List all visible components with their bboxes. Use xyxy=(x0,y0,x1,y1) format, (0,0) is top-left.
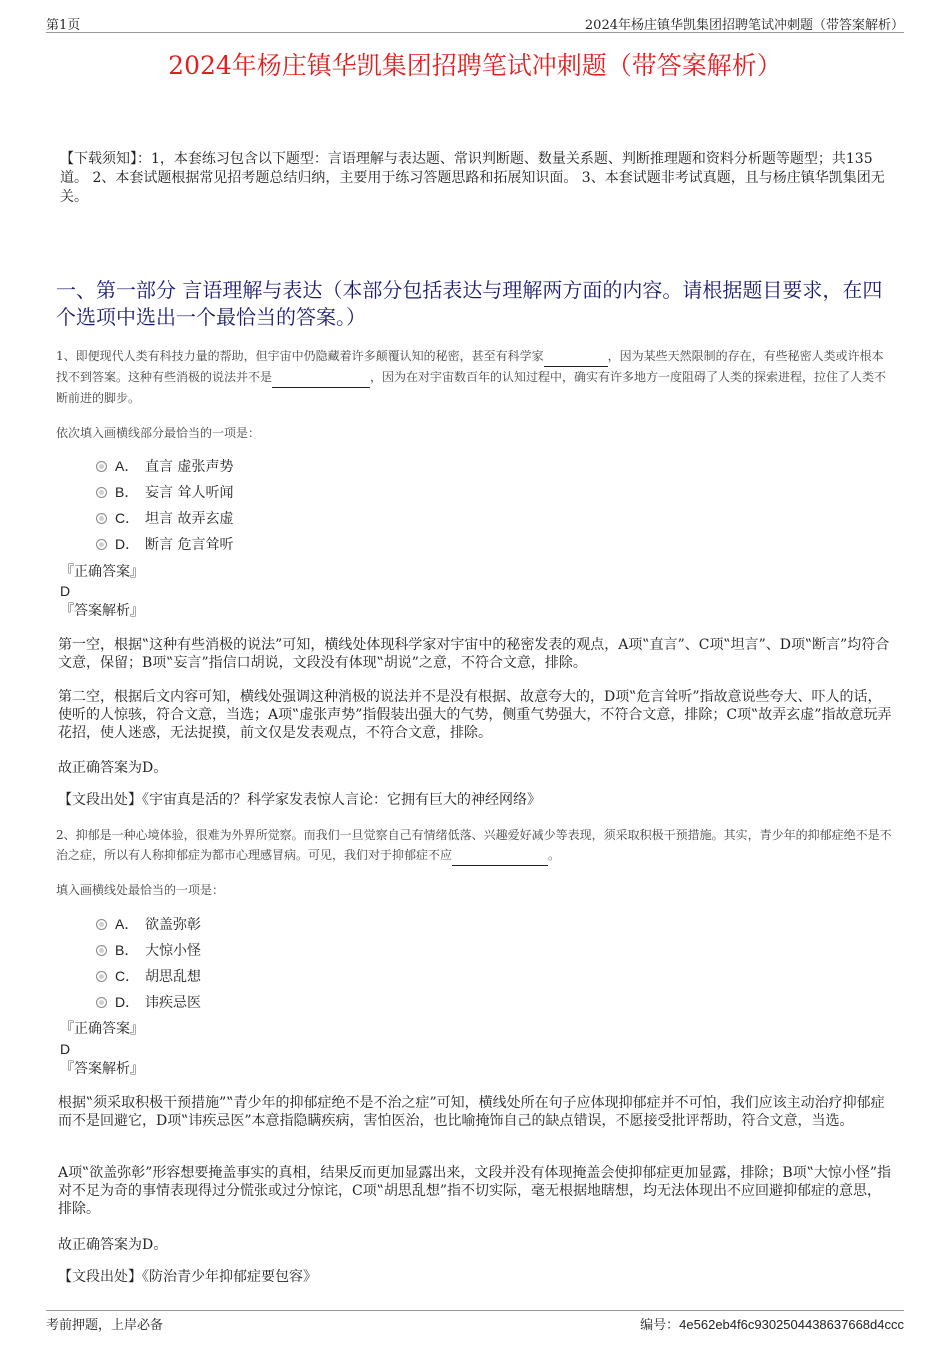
radio-icon[interactable] xyxy=(96,971,107,982)
radio-icon[interactable] xyxy=(96,487,107,498)
radio-icon[interactable] xyxy=(96,513,107,524)
correct-answer: D xyxy=(60,1041,71,1057)
analysis-paragraph: 第二空，根据后文内容可知，横线处强调这种消极的说法并不是没有根据、故意夸大的，D项‟危言耸听”指故意说些夸大、吓人的话，使听的人惊骇，符合文意，当选；A项‟虚张声势”指假装出强大的气势，侧重气势强大，不符合文意，排除；C项‟故弄玄虚”指故意玩弄花招，使人迷惑，无法捉摸，前文仅是发表观点，不符合文意，排除。 xyxy=(58,689,892,741)
radio-icon[interactable] xyxy=(96,539,107,550)
blank-1 xyxy=(452,845,548,866)
analysis-label: 『答案解析』 xyxy=(60,1061,144,1077)
footer-slogan: 考前押题，上岸必备 xyxy=(46,1318,164,1333)
option-b[interactable]: B． 大惊小怪 xyxy=(96,937,201,963)
analysis-paragraph: 第一空，根据‟这种有些消极的说法”可知，横线处体现科学家对宇宙中的秘密发表的观点，A项‟直言”、C项‟坦言”、D项‟断言”均符合文意，保留；B项‟妄言”指信口胡说，文段没有体现‟胡说”之意，不符合文意，排除。 xyxy=(58,637,890,671)
correct-answer: D xyxy=(60,583,71,599)
correct-answer-label: 『正确答案』 xyxy=(60,564,144,580)
section-heading: 一、第一部分 言语理解与表达（本部分包括表达与理解两方面的内容。请根据题目要求，在四个选项中选出一个最恰当的答案。） xyxy=(56,278,883,329)
question-2-options xyxy=(96,911,201,1015)
option-b[interactable]: B． 妄言 耸人听闻 xyxy=(96,479,233,505)
correct-answer-label: 『正确答案』 xyxy=(60,1021,144,1037)
footer-divider xyxy=(46,1310,904,1311)
option-a[interactable]: A． 欲盖弥彰 xyxy=(96,911,201,937)
option-a[interactable]: A． 直言 虚张声势 xyxy=(96,453,233,479)
radio-icon[interactable] xyxy=(96,919,107,930)
document-id: 编号：4e562eb4f6c9302504438637668d4ccc xyxy=(640,1317,904,1333)
question-1-options xyxy=(96,453,233,557)
source-citation: 【文段出处】《宇宙真是活的？科学家发表惊人言论：它拥有巨大的神经网络》 xyxy=(58,792,541,808)
blank-2 xyxy=(272,367,370,388)
analysis-paragraph: 根据‟须采取积极干预措施”‟青少年的抑郁症绝不是不治之症”可知，横线处所在句子应体现抑郁症并不可怕，我们应该主动治疗抑郁症而不是回避它，D项‟讳疾忌医”本意指隐瞒疾病，害怕医治，也比喻掩饰自己的缺点错误，不愿接受批评帮助，符合文意，当选。 xyxy=(58,1095,885,1129)
header-divider xyxy=(46,32,904,33)
option-d[interactable]: D． 断言 危言耸听 xyxy=(96,531,233,557)
radio-icon[interactable] xyxy=(96,945,107,956)
conclusion: 故正确答案为D。 xyxy=(58,1237,168,1253)
blank-1 xyxy=(544,346,608,367)
option-d[interactable]: D． 讳疾忌医 xyxy=(96,989,201,1015)
question-1-prompt: 依次填入画横线部分最恰当的一项是： xyxy=(56,426,261,440)
radio-icon[interactable] xyxy=(96,461,107,472)
document-title: 2024年杨庄镇华凯集团招聘笔试冲刺题（带答案解析） xyxy=(168,51,782,80)
analysis-label: 『答案解析』 xyxy=(60,603,144,619)
option-c[interactable]: C． 坦言 故弄玄虚 xyxy=(96,505,233,531)
question-1-stem: 1、即便现代人类有科技力量的帮助，但宇宙中仍隐藏着许多颠覆认知的秘密，甚至有科学家 ，因为某些天然限制的存在，有些秘密人类或许根本找不到答案。这种有些消极的说法并不是 ，因为在对宇宙数百年的认知过程中，确实有许多地方一度阻碍了人类的探索进程，拉住了人类不断前进的脚步。 xyxy=(56,346,892,408)
conclusion: 故正确答案为D。 xyxy=(58,760,168,776)
download-notice: 【下载须知】：1，本套练习包含以下题型：言语理解与表达题、常识判断题、数量关系题、判断推理题和资料分析题等题型；共135道。 2、本套试题根据常见招考题总结归纳，主要用于练习答题思路和拓展知识面。 3、本套试题非考试真题，且与杨庄镇华凯集团无关。 xyxy=(60,151,885,205)
radio-icon[interactable] xyxy=(96,997,107,1008)
running-header-title: 2024年杨庄镇华凯集团招聘笔试冲刺题（带答案解析） xyxy=(584,18,904,33)
source-citation: 【文段出处】《防治青少年抑郁症要包容》 xyxy=(58,1269,317,1285)
page-number: 第1页 xyxy=(46,18,81,33)
option-c[interactable]: C． 胡思乱想 xyxy=(96,963,201,989)
question-2-stem: 2、抑郁是一种心境体验，很难为外界所觉察。而我们一旦觉察自己有情绪低落、兴趣爱好减少等表现，须采取积极干预措施。其实，青少年的抑郁症绝不是不治之症，所以有人称抑郁症为都市心理感冒病。可见，我们对于抑郁症不应 。 xyxy=(56,825,892,866)
analysis-paragraph: A项‟欲盖弥彰”形容想要掩盖事实的真相，结果反而更加显露出来，文段并没有体现掩盖会使抑郁症更加显露，排除；B项‟大惊小怪”指对不足为奇的事情表现得过分慌张或过分惊诧，C项‟胡思乱想”指不切实际，毫无根据地瞎想，均无法体现出不应回避抑郁症的意思，排除。 xyxy=(58,1165,892,1217)
question-2-prompt: 填入画横线处最恰当的一项是： xyxy=(56,883,225,897)
